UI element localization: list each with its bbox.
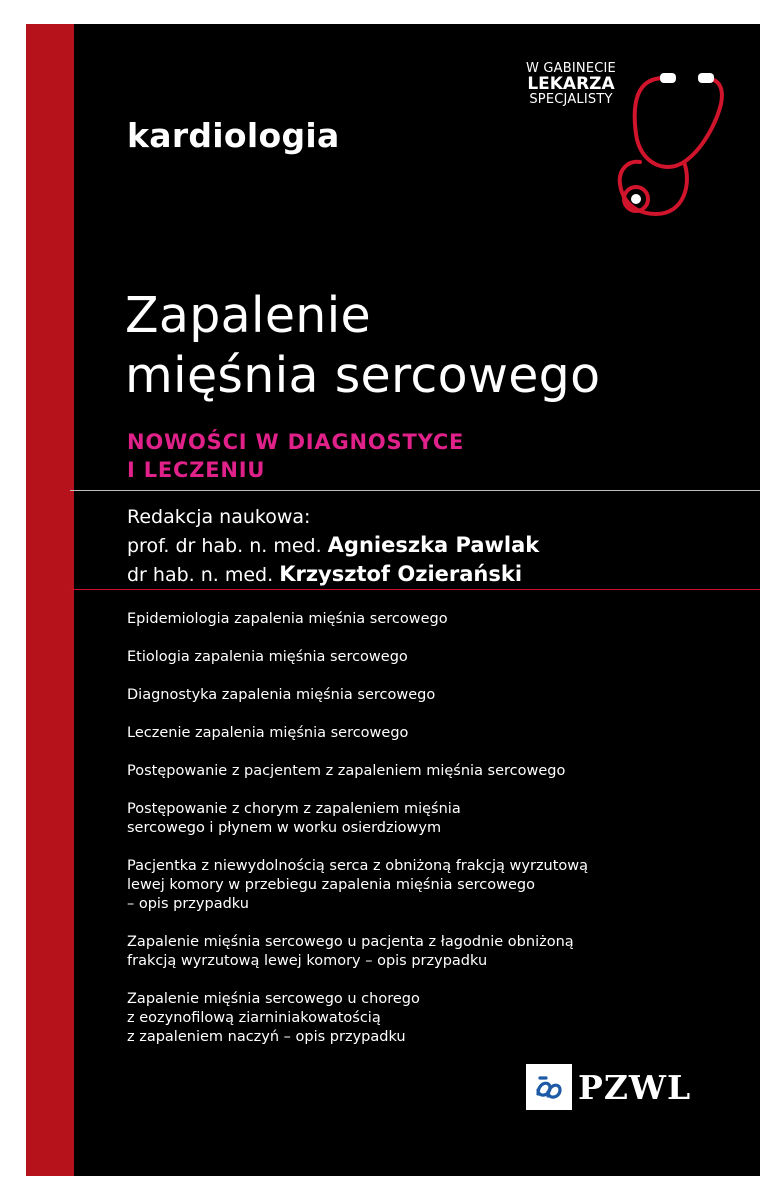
contents-item: Pacjentka z niewydolnością serca z obniżoną frakcją wyrzutową lewej komory w przebiegu zapalenia mięśnia sercowego – opis przypadku xyxy=(127,858,589,912)
contents-item: Zapalenie mięśnia sercowego u chorego z eozynofilową ziarniniakowatością z zapaleniem naczyń – opis przypadku xyxy=(127,991,420,1045)
series-mark xyxy=(516,44,736,224)
title-line1: Zapalenie xyxy=(125,287,372,344)
contents-item: Postępowanie z chorym z zapaleniem mięśnia sercowego i płynem w worku osierdziowym xyxy=(127,801,461,836)
title-line2: mięśnia sercowego xyxy=(125,347,601,404)
book-title xyxy=(125,286,600,406)
editors-block xyxy=(127,503,539,589)
contents-item: Diagnostyka zapalenia mięśnia sercowego xyxy=(127,687,436,703)
editor-1-title: prof. dr hab. n. med. xyxy=(127,535,322,557)
series-mark-text xyxy=(516,62,626,107)
contents-item: Leczenie zapalenia mięśnia sercowego xyxy=(127,725,409,741)
contents-item: Postępowanie z pacjentem z zapaleniem mięśnia sercowego xyxy=(127,763,566,779)
publisher-logo xyxy=(526,1064,691,1110)
series-mark-line2: LEKARZA xyxy=(527,73,615,94)
editor-1-name: Agnieszka Pawlak xyxy=(327,533,540,557)
editor-2-title: dr hab. n. med. xyxy=(127,564,274,586)
red-spine-band xyxy=(26,24,74,1176)
series-mark-line3: SPECJALISTY xyxy=(529,92,613,108)
editor-2-name: Krzysztof Ozierański xyxy=(279,562,523,586)
contents-list xyxy=(127,610,687,1066)
publisher-name: PZWL xyxy=(578,1067,692,1107)
book-cover xyxy=(26,24,760,1176)
divider-top xyxy=(70,490,760,491)
pzwl-logo-icon xyxy=(526,1064,572,1110)
series-label: kardiologia xyxy=(127,116,340,155)
series-mark-line1: W GABINECIE xyxy=(526,61,616,76)
contents-item: Etiologia zapalenia mięśnia sercowego xyxy=(127,649,408,665)
divider-bottom xyxy=(70,589,760,590)
book-subtitle xyxy=(127,428,464,484)
subtitle-line2: I LECZENIU xyxy=(127,458,266,482)
editor-2 xyxy=(127,560,539,589)
subtitle-line1: NOWOŚCI W DIAGNOSTYCE xyxy=(127,430,465,454)
editor-1 xyxy=(127,531,539,560)
pzwl-symbol-icon xyxy=(530,1068,568,1106)
editors-label: Redakcja naukowa: xyxy=(127,506,311,528)
contents-item: Epidemiologia zapalenia mięśnia sercowego xyxy=(127,611,448,627)
contents-item: Zapalenie mięśnia sercowego u pacjenta z łagodnie obniżoną frakcją wyrzutową lewej komory – opis przypadku xyxy=(127,934,574,969)
